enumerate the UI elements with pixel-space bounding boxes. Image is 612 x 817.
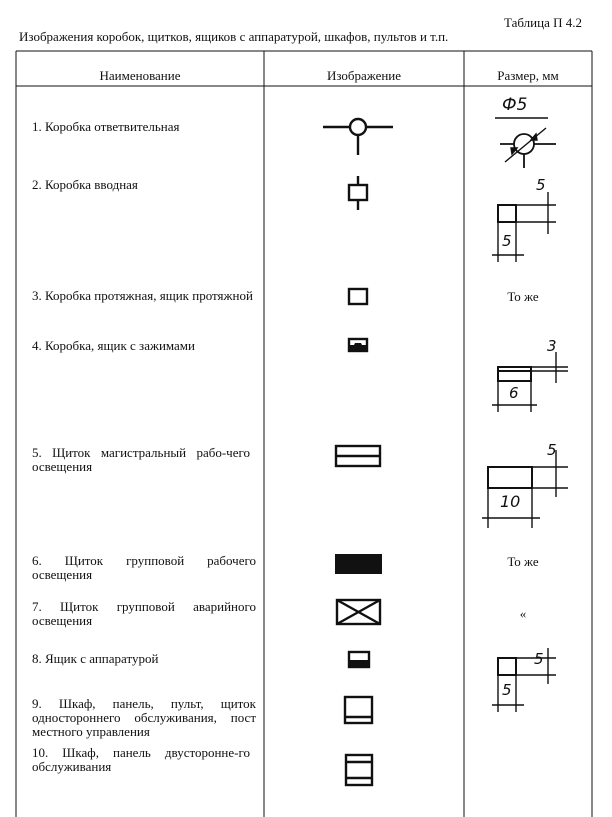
row-5-dim-height: 5 xyxy=(547,441,557,459)
pull-box-symbol xyxy=(349,289,367,304)
row-8-name: 8. Ящик с аппаратурой xyxy=(32,651,159,666)
row-2-name: 2. Коробка вводная xyxy=(32,177,138,192)
row-1-dim-diameter: Ф5 xyxy=(502,95,528,115)
emergency-lighting-panel-symbol xyxy=(337,600,380,624)
terminal-box-dimension xyxy=(492,352,568,412)
branch-box-dimension xyxy=(495,118,556,168)
branch-box-symbol xyxy=(323,119,393,155)
equipment-box-dimension xyxy=(492,648,556,712)
row-10-name: 10. Шкаф, панель двусторонне-го обслуживания xyxy=(32,745,250,774)
row-4-name: 4. Коробка, ящик с зажимами xyxy=(32,338,195,353)
row-8-dim-height: 5 xyxy=(534,650,544,668)
row-2-dim-width: 5 xyxy=(502,232,512,250)
input-box-symbol xyxy=(349,176,367,210)
single-side-cabinet-symbol xyxy=(345,697,372,723)
table-number: Таблица П 4.2 xyxy=(504,15,582,30)
row-1-name: 1. Коробка ответвительная xyxy=(32,119,180,134)
header-size: Размер, мм xyxy=(497,68,559,83)
row-6-size: То же xyxy=(507,554,539,569)
row-9-name: 9. Шкаф, панель, пульт, щиток одностороннего обслуживания, пост местного управления xyxy=(32,696,256,739)
main-lighting-panel-dimension xyxy=(482,450,568,528)
main-lighting-panel-symbol xyxy=(336,446,380,466)
group-lighting-panel-symbol xyxy=(335,554,382,574)
terminal-box-symbol xyxy=(349,339,367,351)
table-caption: Изображения коробок, щитков, ящиков с аппаратурой, шкафов, пультов и т.п. xyxy=(19,29,449,44)
input-box-dimension xyxy=(492,192,556,262)
double-side-cabinet-symbol xyxy=(346,755,372,785)
row-7-name: 7. Щиток групповой аварийного освещения xyxy=(32,599,256,628)
row-4-dim-height: 3 xyxy=(547,337,557,355)
row-5-dim-width: 10 xyxy=(500,492,521,511)
header-image: Изображение xyxy=(326,68,402,83)
row-4-dim-width: 6 xyxy=(509,384,519,402)
equipment-box-symbol xyxy=(349,652,369,667)
row-8-dim-width: 5 xyxy=(502,681,512,699)
row-3-name: 3. Коробка протяжная, ящик протяжной xyxy=(32,288,253,303)
row-5-name: 5. Щиток магистральный рабо-чего освещения xyxy=(32,445,250,474)
row-3-size: То же xyxy=(507,289,539,304)
row-7-size: « xyxy=(519,606,527,621)
row-2-dim-height: 5 xyxy=(536,176,546,194)
row-6-name: 6. Щиток групповой рабочего освещения xyxy=(32,553,256,582)
header-name: Наименование xyxy=(99,68,181,83)
